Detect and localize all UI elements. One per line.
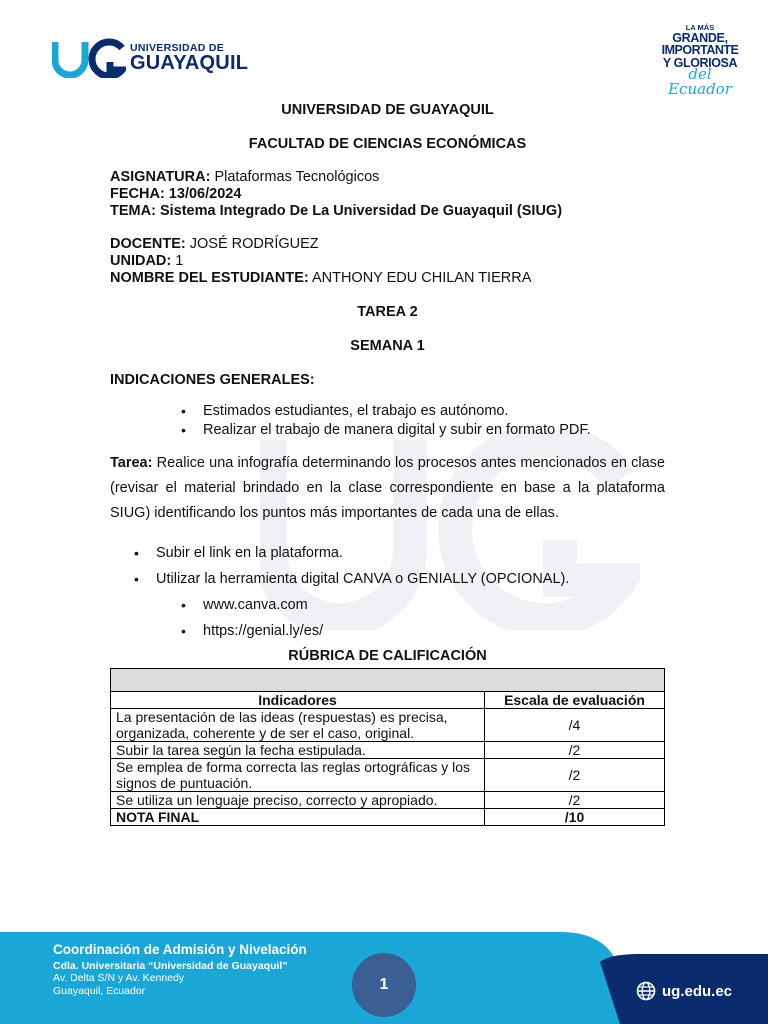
week-title: SEMANA 1 <box>350 338 425 354</box>
student-value: ANTHONY EDU CHILAN TIERRA <box>308 270 532 286</box>
logo-text-line2: GUAYAQUIL <box>130 52 249 75</box>
meta-block <box>110 169 665 220</box>
slogan-line2: GRANDE, <box>672 30 728 45</box>
topic-label: TEMA: <box>110 203 156 219</box>
unit-value: 1 <box>171 253 184 269</box>
university-title: UNIVERSIDAD DE GUAYAQUIL <box>281 102 494 118</box>
slogan-line3: IMPORTANTE <box>661 43 739 57</box>
teacher-value: JOSÉ RODRÍGUEZ <box>185 236 319 252</box>
score-cell: /2 <box>485 792 665 809</box>
task-label: Tarea: <box>110 455 153 471</box>
indicator-cell: Subir la tarea según la fecha estipulada. <box>111 742 485 759</box>
teacher-block <box>110 236 665 287</box>
date-value: 13/06/2024 <box>164 186 242 202</box>
document-body <box>110 100 665 826</box>
slogan-line4: Y GLORIOSA <box>662 55 738 70</box>
rubric-header-band <box>111 669 665 692</box>
unit-line <box>110 253 665 270</box>
general-list <box>203 403 665 439</box>
score-cell: /2 <box>485 742 665 759</box>
table-row <box>111 742 665 759</box>
links-list <box>203 592 665 644</box>
link-item[interactable]: • www.canva.com <box>203 592 665 618</box>
rubric-title: RÚBRICA DE CALIFICACIÓN <box>288 648 487 664</box>
footer-line4: Guayaquil, Ecuador <box>53 984 146 997</box>
date-line <box>110 186 665 203</box>
teacher-line <box>110 236 665 253</box>
total-row <box>111 809 665 826</box>
score-cell: /4 <box>485 709 665 742</box>
task-item: • Subir el link en la plataforma. <box>156 540 665 566</box>
table-row <box>111 759 665 792</box>
footer-line1: Coordinación de Admisión y Nivelación <box>53 942 307 957</box>
rubric-table <box>110 668 665 826</box>
website-text: ug.edu.ec <box>662 982 733 1000</box>
total-label: NOTA FINAL <box>111 809 485 826</box>
subject-label: ASIGNATURA: <box>110 169 211 185</box>
slogan-line5: del Ecuador <box>668 65 732 98</box>
logo-text-line1: UNIVERSIDAD DE <box>130 41 225 54</box>
task-text: Realice una infografía determinando los procesos antes mencionados en clase (revisar el material brindado en la clase correspondiente en base a la plataforma SIUG) identificando los puntos más importantes de cada una de ellas. <box>110 455 665 521</box>
general-item: • Realizar el trabajo de manera digital y subir en formato PDF. <box>203 422 665 439</box>
col-scale: Escala de evaluación <box>485 692 665 709</box>
general-heading: INDICACIONES GENERALES: <box>110 372 315 388</box>
topic-value: Sistema Integrado De La Universidad De Guayaquil (SIUG) <box>155 203 563 219</box>
student-line <box>110 270 665 287</box>
website-link[interactable] <box>636 981 732 1001</box>
slogan-line1: LA MÁS <box>685 23 715 32</box>
subject-line <box>110 169 665 186</box>
date-label: FECHA: <box>110 186 165 202</box>
indicator-cell: Se emplea de forma correcta las reglas ortográficas y los signos de puntuación. <box>111 759 485 792</box>
general-item: • Estimados estudiantes, el trabajo es autónomo. <box>203 403 665 420</box>
col-indicators: Indicadores <box>111 692 485 709</box>
footer-line3: Av. Delta S/N y Av. Kennedy <box>53 972 185 984</box>
indicator-cell: La presentación de las ideas (respuestas) es precisa, organizada, coherente y de ser el caso, original. <box>111 709 485 742</box>
task-item: • Utilizar la herramienta digital CANVA o GENIALLY (OPCIONAL). <box>156 566 665 592</box>
table-row <box>111 709 665 742</box>
university-logo <box>52 38 248 78</box>
table-row <box>111 792 665 809</box>
rubric-column-headers <box>111 692 665 709</box>
indicator-cell: Se utiliza un lenguaje preciso, correcto y apropiado. <box>111 792 485 809</box>
task-list <box>156 540 665 592</box>
ug-logo-icon <box>52 38 126 78</box>
page-number: 1 <box>352 953 416 1017</box>
globe-icon <box>636 981 656 1001</box>
score-cell: /2 <box>485 759 665 792</box>
link-item[interactable]: • https://genial.ly/es/ <box>203 618 665 644</box>
slogan-logo <box>655 24 745 97</box>
teacher-label: DOCENTE: <box>110 236 186 252</box>
student-label: NOMBRE DEL ESTUDIANTE: <box>110 270 309 286</box>
subject-value: Plataformas Tecnológicos <box>210 169 380 185</box>
total-score: /10 <box>485 809 665 826</box>
task-paragraph <box>110 451 665 526</box>
topic-line <box>110 203 665 220</box>
faculty-title: FACULTAD DE CIENCIAS ECONÓMICAS <box>248 136 527 152</box>
footer-line2: Cdla. Universitaria “Universidad de Guayaquil” <box>53 959 288 972</box>
assignment-title: TAREA 2 <box>357 304 418 320</box>
unit-label: UNIDAD: <box>110 253 172 269</box>
